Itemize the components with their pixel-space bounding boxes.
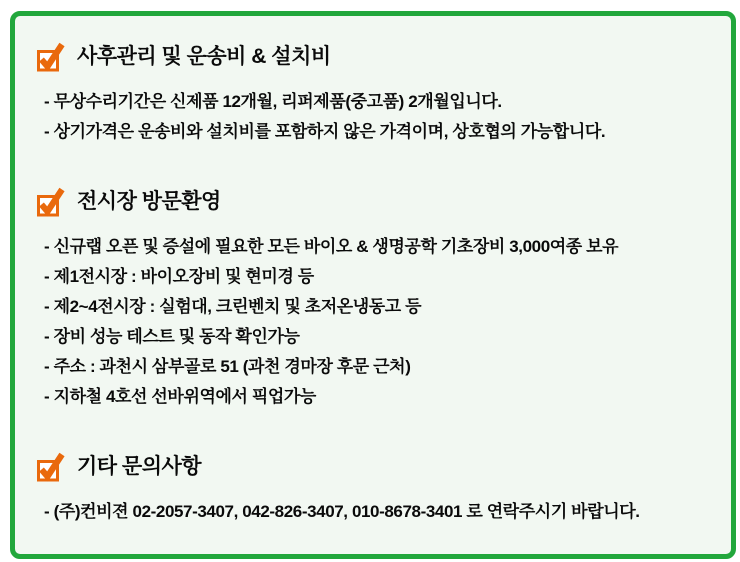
checkbox-check-icon <box>37 43 64 72</box>
list-item: - 제1전시장 : 바이오장비 및 현미경 등 <box>44 267 314 286</box>
list-item: - 장비 성능 테스트 및 동작 확인가능 <box>44 327 300 346</box>
notice-panel <box>10 11 736 559</box>
list-item: - (주)컨비젼 02-2057-3407, 042-826-3407, 010-8678-3401 로 연락주시기 바랍니다. <box>44 502 640 521</box>
section-item-list <box>37 232 719 412</box>
section-title: 사후관리 및 운송비 & 설치비 <box>77 45 331 68</box>
section-item-list <box>37 87 719 147</box>
section-title: 전시장 방문환영 <box>77 190 221 213</box>
checkbox-check-icon <box>37 453 64 482</box>
section-heading <box>37 452 719 482</box>
section-showroom-visit <box>37 187 719 412</box>
list-item: - 주소 : 과천시 삼부골로 51 (과천 경마장 후문 근처) <box>44 357 411 376</box>
checkbox-check-icon <box>37 188 64 217</box>
list-item: - 무상수리기간은 신제품 12개월, 리퍼제품(중고품) 2개월입니다. <box>44 92 502 111</box>
list-item: - 지하철 4호선 선바위역에서 픽업가능 <box>44 387 316 406</box>
section-aftercare-shipping <box>37 42 719 147</box>
section-other-inquiries <box>37 452 719 527</box>
list-item: - 신규랩 오픈 및 증설에 필요한 모든 바이오 & 생명공학 기초장비 3,000여종 보유 <box>44 237 619 256</box>
section-title: 기타 문의사항 <box>77 455 202 478</box>
list-item: - 제2~4전시장 : 실험대, 크린벤치 및 초저온냉동고 등 <box>44 297 422 316</box>
section-heading <box>37 187 719 217</box>
list-item: - 상기가격은 운송비와 설치비를 포함하지 않은 가격이며, 상호협의 가능합니다. <box>44 122 606 141</box>
section-heading <box>37 42 719 72</box>
section-item-list <box>37 497 719 527</box>
